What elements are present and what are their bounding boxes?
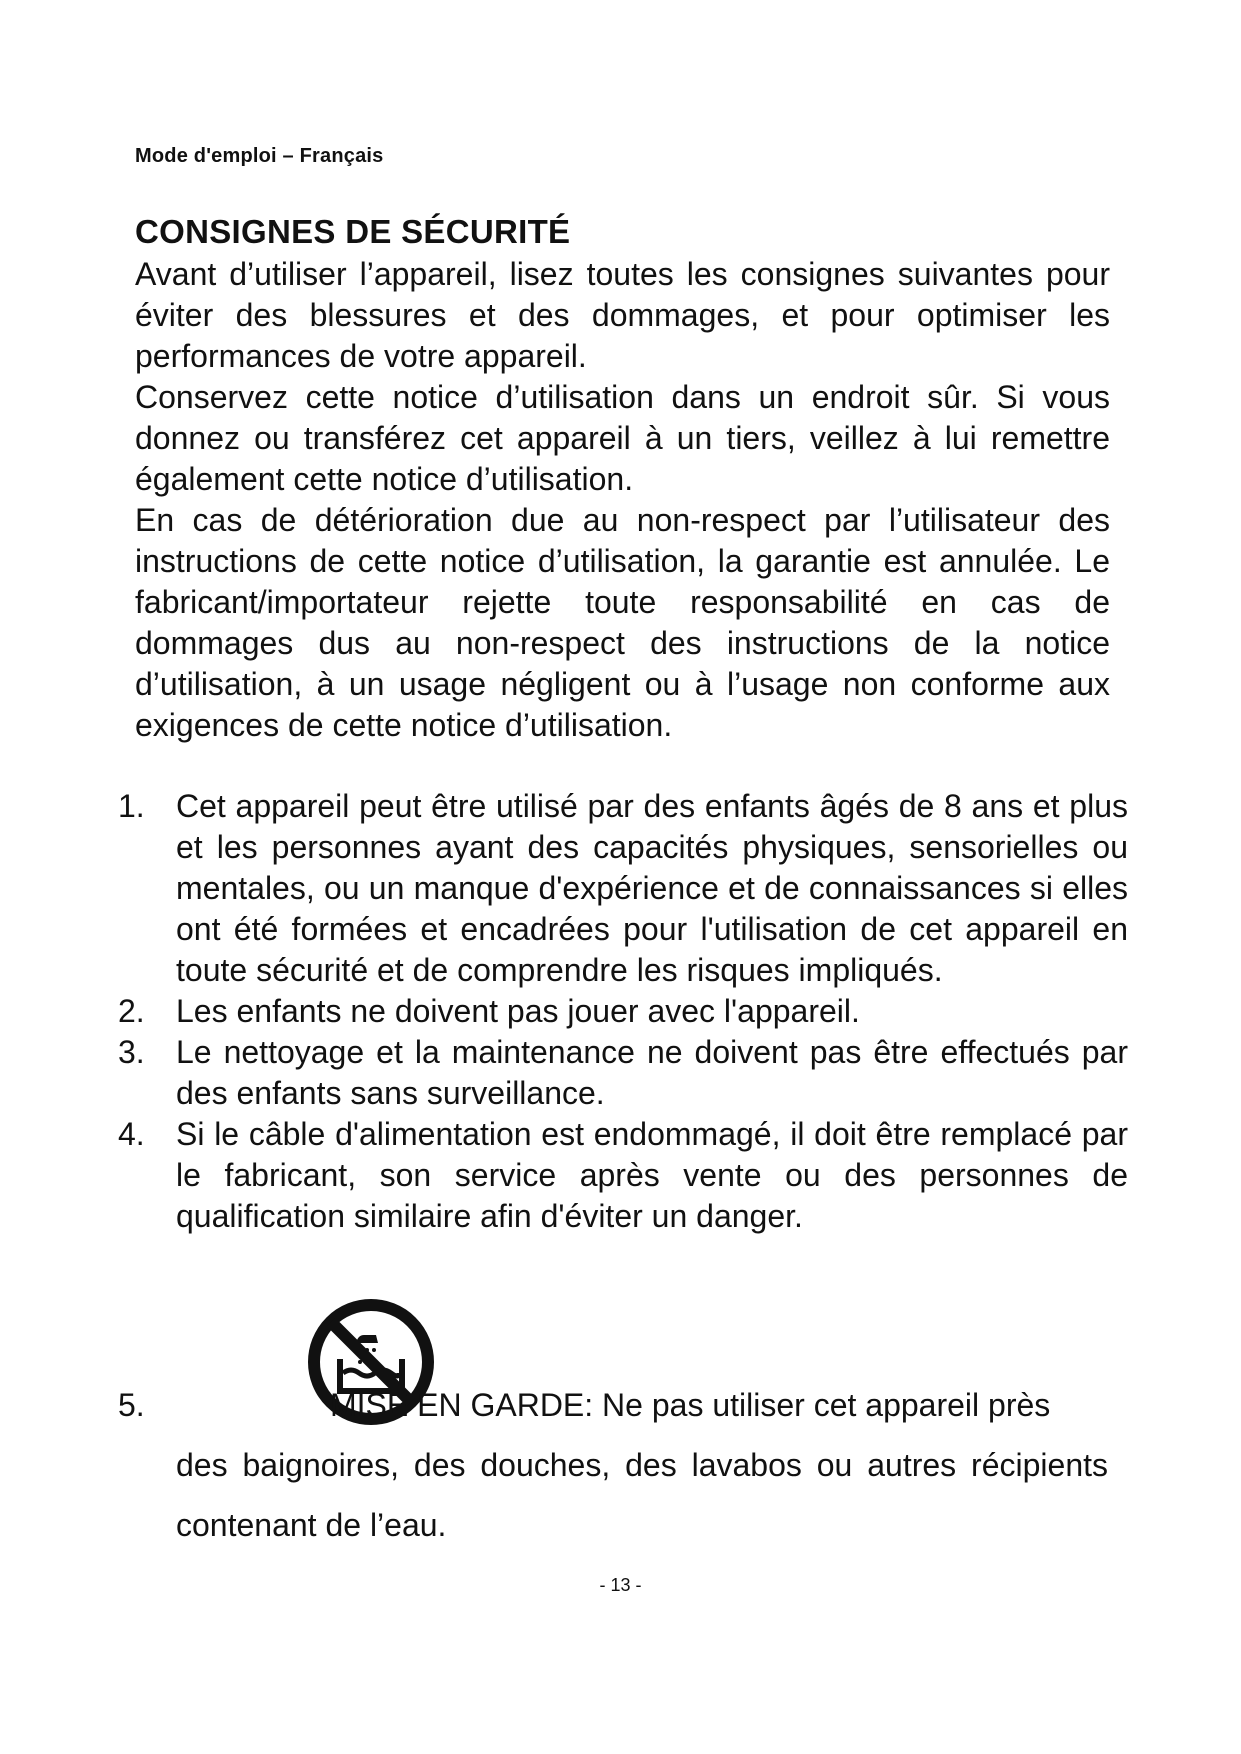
item-text: Cet appareil peut être utilisé par des enfants âgés de 8 ans et plus et les personnes ayant des capacités physiques, sensorielles ou mentales, ou un manque d'expérience et de connaissances si elles ont été formées et encadrées pour l'utilisation de cet appareil en toute sécurité et de comprendre les risques impliqués. [176, 788, 1128, 988]
item-text: Si le câble d'alimentation est endommagé, il doit être remplacé par le fabricant, son service après vente ou des personnes de qualification similaire afin d'éviter un danger. [176, 1116, 1128, 1234]
list-item [118, 991, 1128, 1032]
item-number: 1. [118, 788, 145, 824]
item-number: 5. [118, 1387, 145, 1423]
intro-paragraph: Conservez cette notice d’utilisation dans un endroit sûr. Si vous donnez ou transférez cet appareil à un tiers, veillez à lui remettre également cette notice d’utilisation. [135, 379, 1110, 497]
page-header: Mode d'emploi – Français [135, 145, 384, 167]
list-item [118, 1032, 1128, 1114]
safety-list [118, 786, 1128, 1237]
intro-paragraph: En cas de détérioration due au non-respect par l’utilisateur des instructions de cette notice d’utilisation, la garantie est annulée. Le fabricant/importateur rejette toute responsabilité en cas de dommages dus au non-respect des instructions de la notice d’utilisation, à un usage négligent ou à l’usage non conforme aux exigences de cette notice d’utilisation. [135, 502, 1110, 743]
list-item [118, 786, 1128, 991]
warning-first-line: MISE EN GARDE: Ne pas utiliser cet appareil près [330, 1387, 1051, 1423]
intro-paragraph: Avant d’utiliser l’appareil, lisez toutes les consignes suivantes pour éviter des blessures et des dommages, et pour optimiser les performances de votre appareil. [135, 256, 1110, 374]
intro-text [135, 254, 1110, 746]
section-title: CONSIGNES DE SÉCURITÉ [135, 213, 571, 250]
item-number: 2. [118, 993, 145, 1029]
page-number: - 13 - [599, 1575, 642, 1595]
item-number: 3. [118, 1034, 145, 1070]
item-text: Le nettoyage et la maintenance ne doivent pas être effectués par des enfants sans surveillance. [176, 1034, 1128, 1111]
list-item [118, 1114, 1128, 1237]
item-number: 4. [118, 1116, 145, 1152]
item-text: Les enfants ne doivent pas jouer avec l'appareil. [176, 993, 860, 1029]
warning-rest-text: des baignoires, des douches, des lavabos ou autres récipients contenant de l’eau. [176, 1447, 1108, 1543]
